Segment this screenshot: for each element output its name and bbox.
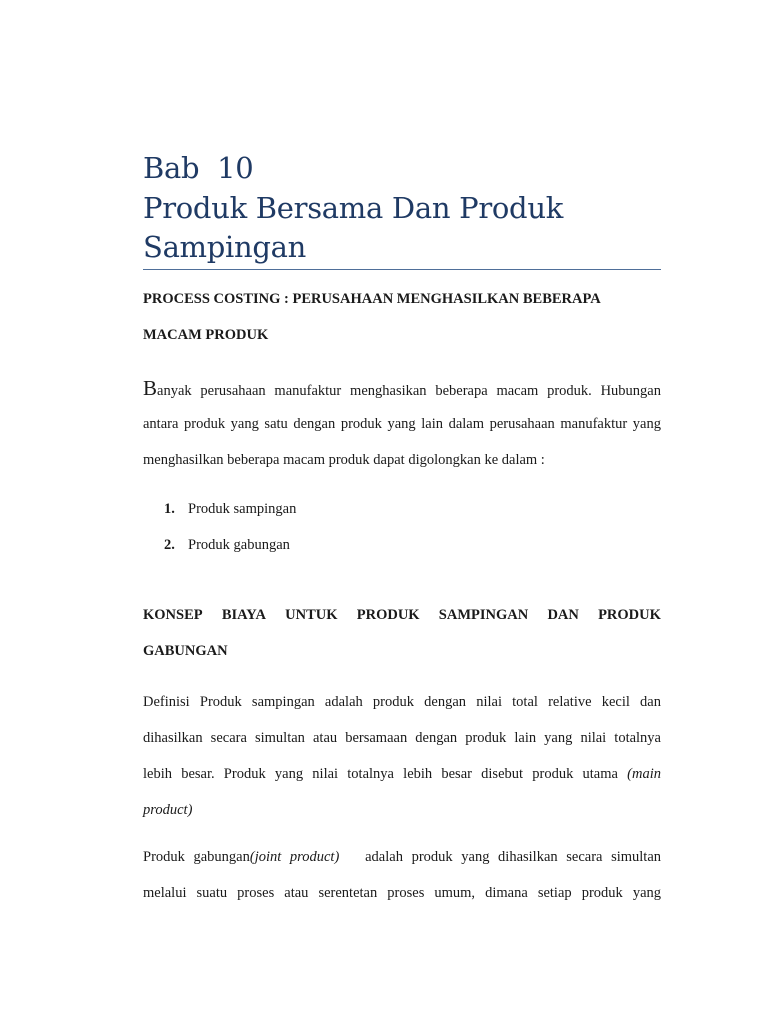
definition-line-3-italic: (main (627, 766, 661, 782)
list-item (164, 501, 296, 518)
chapter-number: Bab 10 (143, 151, 254, 185)
heading-word: KONSEP (143, 607, 203, 623)
heading-word: PRODUK (598, 607, 661, 623)
section1-heading-line1: PROCESS COSTING : PERUSAHAAN MENGHASILKAN BEBERAPA (143, 291, 601, 307)
joint-line-1-b: adalah produk yang dihasilkan secara simultan (365, 849, 662, 865)
joint-line-1-a: Produk gabungan (143, 849, 250, 865)
heading-word: DAN (547, 607, 579, 623)
chapter-title-line2: Sampingan (143, 230, 307, 264)
joint-line-1-italic: (joint product) (249, 849, 340, 865)
chapter-title (143, 149, 663, 268)
heading-word: PRODUK (356, 607, 420, 623)
intro-line-1 (143, 370, 661, 406)
section2-heading-line1 (143, 607, 661, 624)
list-number: 2. (164, 537, 175, 553)
definition-line-3-text: lebih besar. Produk yang nilai totalnya lebih besar disebut produk utama (143, 766, 618, 782)
intro-paragraph (143, 370, 661, 478)
heading-word: SAMPINGAN (438, 607, 529, 623)
definition-line-4 (143, 792, 661, 828)
definition-line-2: dihasilkan secara simultan atau bersamaan dengan produk lain yang nilai totalnya (143, 730, 661, 746)
definition-line-4-italic: product) (143, 802, 193, 818)
title-divider (143, 269, 661, 270)
joint-line-1 (143, 839, 661, 875)
list-text: Produk gabungan (188, 537, 290, 553)
intro-line-2: antara produk yang satu dengan produk yang lain dalam perusahaan manufaktur yang (143, 416, 661, 432)
list-text: Produk sampingan (188, 501, 297, 517)
definition-paragraph (143, 684, 661, 828)
drop-cap: B (143, 376, 158, 400)
definition-line-1: Definisi Produk sampingan adalah produk dengan nilai total relative kecil dan (143, 694, 661, 710)
intro-line-3: menghasilkan beberapa macam produk dapat digolongkan ke dalam : (143, 452, 545, 468)
heading-word: BIAYA (221, 607, 266, 623)
chapter-title-line1: Produk Bersama Dan Produk (143, 190, 563, 225)
section1-heading-line2: MACAM PRODUK (143, 327, 269, 343)
joint-line-2: melalui suatu proses atau serentetan proses umum, dimana setiap produk yang (143, 885, 661, 901)
list-number: 1. (164, 501, 175, 517)
heading-word: UNTUK (285, 607, 338, 623)
joint-product-paragraph (143, 839, 661, 911)
list-item (164, 537, 290, 554)
section2-heading-line2: GABUNGAN (143, 643, 228, 659)
intro-line-1-text: anyak perusahaan manufaktur menghasikan beberapa macam produk. Hubungan (157, 383, 661, 399)
definition-line-3 (143, 756, 661, 792)
